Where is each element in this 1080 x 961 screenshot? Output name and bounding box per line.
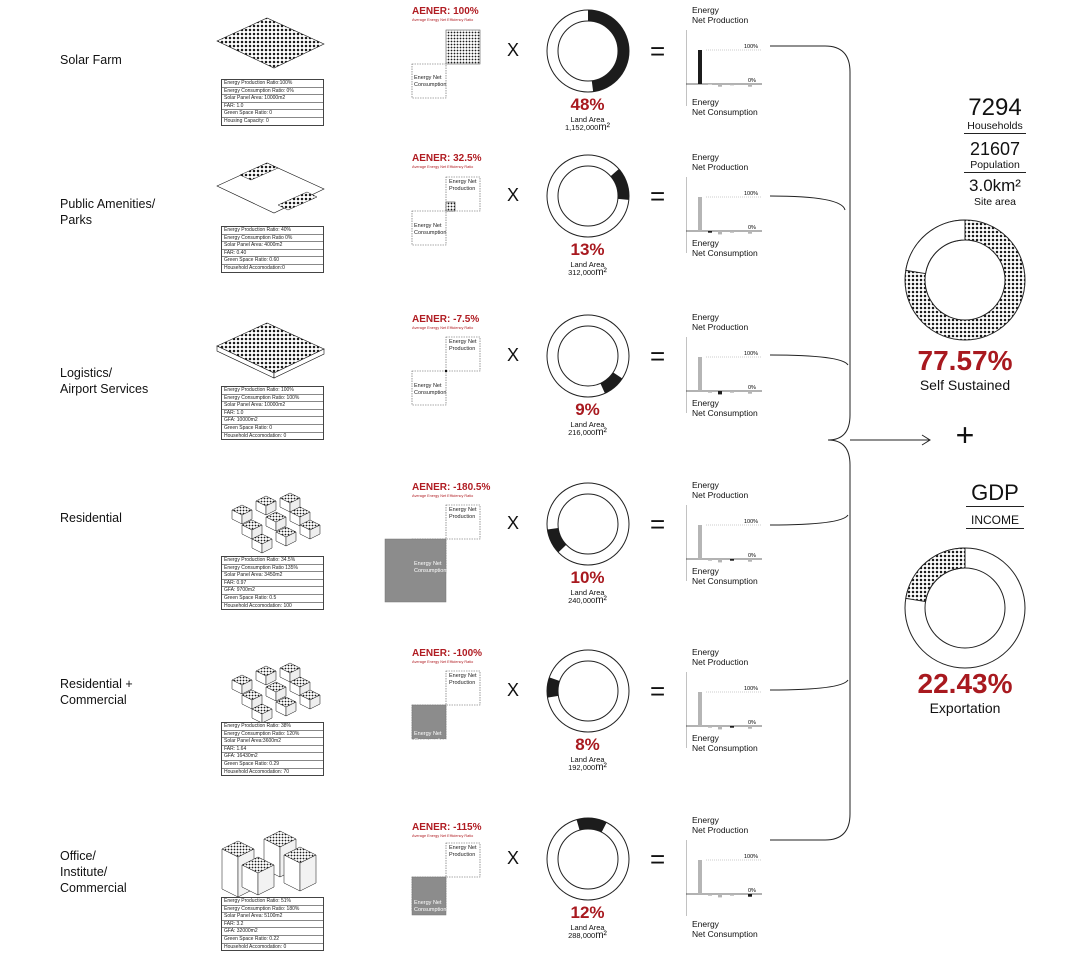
bar-chart-production-label: Energy Net Production [692,312,749,332]
energy-net-consumption-label: Energy Net Consumption [414,900,447,913]
bar-chart-consumption-label: Energy Net Consumption [692,919,758,939]
aener-subtitle: Average Energy Net Efficiency Ratio [412,834,474,838]
bar-mark [718,894,722,897]
isometric-illustration [212,161,332,231]
households-block [950,96,1040,134]
energy-net-production-label: Energy Net Production [449,339,477,352]
land-area-value: 192,000 [568,763,596,772]
land-area-value: 288,000 [568,931,596,940]
spec-table-row: Household Accomodation: 70 [224,768,290,775]
energy-net-consumption-label: Energy Net Consumption [414,561,447,574]
spec-table-row: Solar Panel Area: 3450m2 [222,572,323,580]
tick-label-100: 100% [744,351,759,357]
bar-chart-production-label: Energy Net Production [692,480,749,500]
energy-bar-chart [686,838,766,918]
bar-chart-consumption-label: Energy Net Consumption [692,566,758,586]
exportation-label: Exportation [929,700,1001,716]
aener-value: AENER: -180.5% [412,482,491,493]
tick-label-100: 100% [744,854,759,860]
land-area-value-block [545,597,630,605]
spec-table-row: Energy Consumption Ratio: 100% [222,395,323,403]
self-sustained-label: Self Sustained [919,377,1011,393]
households-label: Households [964,120,1026,134]
spec-table-row: Energy Consumption Ratio: 0% [222,88,323,96]
category-label-line: Residential + [60,677,133,691]
energy-net-consumption-label: Energy Net Consumption [414,223,447,236]
spec-table [221,722,324,776]
bar-chart-production-label: Energy Net Production [692,152,749,172]
tick-label-0: 0% [748,78,756,84]
spec-table-row: GFA: 32000m2 [222,928,323,936]
land-area-label: Land Area [570,420,605,429]
income-divider [966,528,1024,529]
bar-mark [708,84,712,85]
spec-table-row: Energy Production Ratio: 100% [222,387,323,395]
land-area-value-block [545,269,630,277]
bar-mark [708,726,712,728]
site-area-label: Site area [973,196,1017,208]
bar-mark [748,391,752,394]
category-label-line: Institute/ [60,865,108,879]
spec-table-row: Green Space Ratio: 0 [222,110,323,118]
energy-balance-squares [384,28,484,148]
spec-table-row: Solar Panel Area: 5100m2 [222,913,323,921]
spec-table-row: Solar Panel Area: 10000m2 [222,402,323,410]
land-area-unit: m² [595,427,607,438]
bar-chart-production-label: Energy Net Production [692,815,749,835]
category-label-line: Commercial [60,881,127,895]
spec-table-row: Housing Capacity: 0 [224,117,269,124]
spec-table-row: Household Accomodation:0 [224,264,285,271]
land-area-unit: m² [595,595,607,606]
tick-label-100: 100% [744,44,759,50]
exportation-pct: 22.43% [917,668,1013,699]
spec-table-row: FAR: 1.0 [222,103,323,111]
category-label [60,52,122,68]
spec-table-row: GFA: 16430m2 [222,753,323,761]
land-share-pct: 13% [570,240,605,259]
bar-mark [708,231,712,233]
bar-mark [698,525,702,559]
isometric-illustration [212,827,332,897]
land-share-donut [545,8,631,94]
land-share-pct: 10% [570,568,605,587]
aener-value: AENER: -100% [412,648,483,659]
tick-label-100: 100% [744,686,759,692]
bar-chart-consumption-label: Energy Net Consumption [692,97,758,117]
category-label-line: Office/ [60,849,96,863]
tick-label-0: 0% [748,225,756,231]
tick-label-0: 0% [748,888,756,894]
aener-value: AENER: -115% [412,822,482,833]
land-area-unit: m² [595,930,607,941]
spec-table-row: Energy Production Ratio: 51% [222,898,323,906]
spec-table [221,897,324,951]
spec-table [221,226,324,273]
bar-mark [708,391,712,393]
bar-mark [748,559,752,562]
land-area-label: Land Area [570,115,605,124]
population-label: Population [964,159,1026,173]
land-area-label: Land Area [570,923,605,932]
bar-mark [730,559,734,561]
land-share-pct: 8% [575,735,600,754]
energy-net-consumption-label: Energy Net Consumption [414,75,447,88]
energy-net-consumption-label: Energy Net Consumption [414,731,447,744]
isometric-illustration [212,485,332,555]
bar-mark [730,84,734,85]
energy-net-production-label: Energy Net Production [449,507,477,520]
bar-mark [718,84,722,87]
donut-segment [547,677,560,697]
spec-table-row: Energy Production Ratio: 38% [222,723,323,731]
spec-table-row: Energy Production Ratio: 34.5% [222,557,323,565]
land-share-donut [545,481,631,567]
self-sustained-pct: 77.57% [917,345,1013,376]
energy-net-consumption-label: Energy Net Consumption [414,383,447,396]
spec-table-row: Green Space Ratio: 0.29 [222,761,323,769]
equals-sign: = [650,341,666,371]
land-share-donut [545,648,631,734]
land-area-value-block [545,429,630,437]
category-label-line: Airport Services [60,382,149,396]
land-share-pct: 48% [570,95,605,114]
exportation-donut [903,546,1027,670]
spec-table-row: FAR: 3.2 [222,921,323,929]
isometric-illustration [212,655,332,725]
income-label: INCOME [971,513,1019,527]
land-area-unit: m² [595,267,607,278]
tick-label-100: 100% [744,519,759,525]
bar-mark [718,726,722,729]
spec-table-row: Household Accomodation: 100 [224,602,292,609]
land-area-value: 240,000 [568,596,596,605]
bar-chart-consumption-label: Energy Net Consumption [692,238,758,258]
energy-net-production-label: Energy Net Production [449,845,477,858]
land-area-value-block [545,124,630,132]
connector-lines [770,30,970,880]
spec-table-row: FAR: 1.0 [222,410,323,418]
spec-table-row: Solar Panel Area:3600m2 [222,738,323,746]
bar-chart-consumption-label: Energy Net Consumption [692,398,758,418]
land-area-value-block [545,932,630,940]
tick-label-0: 0% [748,385,756,391]
aener-value: AENER: 32.5% [412,153,482,164]
land-share-donut [545,153,631,239]
aener-subtitle: Average Energy Net Efficiency Ratio [412,660,474,664]
aener-subtitle: Average Energy Net Efficiency Ratio [412,18,474,22]
spec-table [221,386,324,440]
category-label-line: Residential [60,511,122,525]
spec-table-row: Household Accomodation: 0 [224,943,287,950]
self-sustained-donut [903,218,1027,342]
spec-table-row: Energy Production Ratio: 40% [222,227,323,235]
bar-mark [748,726,752,729]
tick-label-0: 0% [748,553,756,559]
spec-table-row: Energy Production Ratio:100% [222,80,323,88]
multiply-sign: X [507,848,520,868]
gdp-label: GDP [971,480,1019,505]
bar-mark [748,231,752,234]
bar-mark [698,692,702,726]
bar-mark [730,391,734,393]
land-area-label: Land Area [570,755,605,764]
spec-table-row: GFA: 9700m2 [222,587,323,595]
bar-mark [698,860,702,894]
land-area-label: Land Area [570,260,605,269]
land-share-pct: 12% [570,903,605,922]
gdp-divider [966,506,1024,507]
multiply-sign: X [507,513,520,533]
land-area-unit: m² [598,122,611,133]
category-label-line: Commercial [60,693,127,707]
spec-table-row: Green Space Ratio: 0 [222,425,323,433]
bar-mark [730,231,734,233]
equals-sign: = [650,844,666,874]
bar-mark [730,894,734,896]
land-area-value: 1,152,000 [564,123,599,132]
equals-sign: = [650,509,666,539]
aener-subtitle: Average Energy Net Efficiency Ratio [412,326,474,330]
land-area-value-block [545,764,630,772]
bar-mark [748,84,752,87]
spec-table-row: Green Space Ratio: 0.22 [222,936,323,944]
category-label-line: Solar Farm [60,53,122,67]
plus-sign: + [955,417,975,453]
multiply-sign: X [507,345,520,365]
bar-mark [698,357,702,391]
bar-mark [698,50,702,84]
spec-table-row: Energy Consumption Ratio: 120% [222,731,323,739]
category-label-line: Public Amenities/ [60,197,156,211]
land-area-unit: m² [595,762,607,773]
energy-bar-chart [686,28,766,108]
bar-chart-consumption-label: Energy Net Consumption [692,733,758,753]
aener-subtitle: Average Energy Net Efficiency Ratio [412,165,474,169]
aener-subtitle: Average Energy Net Efficiency Ratio [412,494,474,498]
tick-label-0: 0% [748,720,756,726]
category-label [60,676,133,708]
category-label [60,196,155,228]
land-area-value: 312,000 [568,268,596,277]
land-share-donut [545,816,631,902]
aener-value: AENER: 100% [412,6,479,17]
spec-table-row: FAR: 1.64 [222,746,323,754]
multiply-sign: X [507,680,520,700]
households-value: 7294 [968,94,1022,121]
spec-table-row: Green Space Ratio: 0.60 [222,257,323,265]
bar-mark [718,231,722,234]
site-area-value: 3.0km² [969,176,1021,195]
spec-table-row: GFA: 10000m2 [222,417,323,425]
spec-table-row: Energy Consumption Ratio 135% [222,565,323,573]
category-label-line: Parks [60,213,92,227]
multiply-sign: X [507,40,520,60]
category-label-line: Logistics/ [60,366,113,380]
spec-table-row: Energy Consumption Ratio 0% [222,235,323,243]
bar-mark [698,197,702,231]
land-area-value: 216,000 [568,428,596,437]
land-area-label: Land Area [570,588,605,597]
spec-table-row: FAR: 0.40 [222,250,323,258]
spec-table-row: Energy Consumption Ratio: 180% [222,906,323,914]
isometric-illustration [212,16,332,86]
land-share-pct: 9% [575,400,600,419]
category-label [60,365,148,397]
equals-sign: = [650,36,666,66]
energy-net-production-label: Energy Net Production [449,179,477,192]
site-area-block [950,176,1040,208]
isometric-illustration [212,321,332,391]
bar-mark [708,559,712,561]
category-label [60,510,122,526]
population-block [950,139,1040,173]
equals-sign: = [650,676,666,706]
bar-mark [730,726,734,728]
spec-table [221,79,324,126]
land-share-donut [545,313,631,399]
population-value: 21607 [969,139,1021,159]
bar-chart-production-label: Energy Net Production [692,5,749,25]
bar-mark [748,894,752,897]
spec-table-row: Solar Panel Area: 10000m2 [222,95,323,103]
spec-table-row: FAR: 0.97 [222,580,323,588]
category-label [60,848,127,896]
spec-table [221,556,324,610]
spec-table-row: Green Space Ratio: 0.5 [222,595,323,603]
aener-value: AENER: -7.5% [412,314,480,325]
spec-table-row: Solar Panel Area: 4000m2 [222,242,323,250]
multiply-sign: X [507,185,520,205]
bar-mark [718,391,722,394]
bar-mark [708,894,712,896]
bar-mark [718,559,722,562]
energy-net-production-label: Energy Net Production [449,673,477,686]
bar-chart-production-label: Energy Net Production [692,647,749,667]
tick-label-100: 100% [744,191,759,197]
energy-balance-squares [384,669,484,789]
equals-sign: = [650,181,666,211]
spec-table-row: Household Accomodation: 0 [224,432,287,439]
